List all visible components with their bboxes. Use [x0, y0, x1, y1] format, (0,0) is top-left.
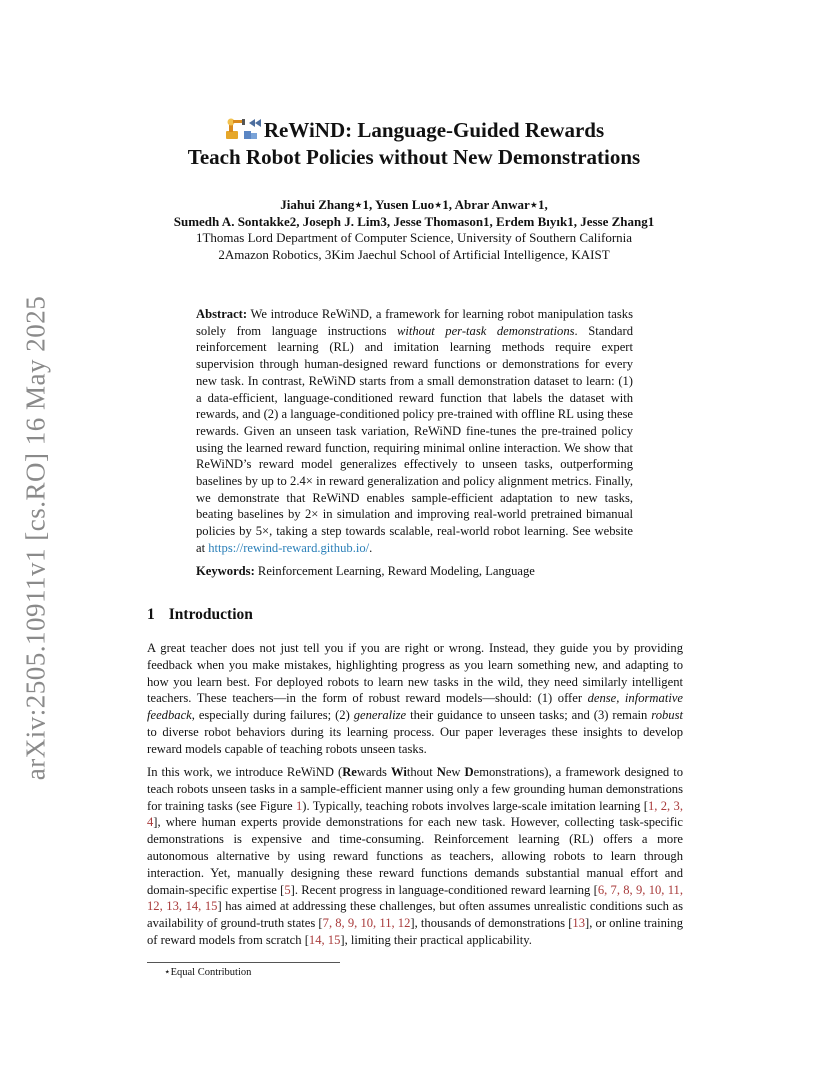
keywords: [196, 564, 633, 579]
affiliation-2: 2Amazon Robotics, 3Kim Jaechul School of Artificial Intelligence, KAIST: [218, 246, 610, 262]
p2-text-wards: wards: [356, 765, 391, 779]
citation-link[interactable]: 13: [572, 916, 586, 931]
p2-text-d: ], where human experts provide demonstrations for each new task. However, collecting task-specific demonstrations is expensive and time-consuming. Reinforcement learning (RL) offers a more autonomous alternative by using reward functions as teachers, allowing robots to learn through interaction. Yet, manually designing these reward functions demands substantial manual effort and domain-specific expertise [: [147, 815, 683, 897]
title-text-line-1: ReWiND: Language-Guided Rewards: [263, 118, 605, 142]
p2-text-ew: ew: [445, 765, 465, 779]
keywords-label: Keywords:: [196, 564, 255, 578]
citation-link[interactable]: 14, 15: [308, 932, 341, 947]
section-title: Introduction: [168, 606, 253, 623]
p2-acronym-d: D: [464, 765, 474, 779]
p2-text-c: ). Typically, teaching robots involves large-scale imitation learning [: [302, 798, 648, 813]
p2-acronym-re: Re: [342, 765, 357, 779]
p1-text-b: , especially during failures; (2): [191, 708, 354, 723]
affiliation-1: 1Thomas Lord Department of Computer Science, University of Southern California: [195, 230, 633, 245]
citation-link[interactable]: 1, 2, 3, 4: [147, 798, 683, 830]
p2-acronym-n: N: [436, 765, 446, 779]
arxiv-id-text: arXiv:2505.10911v1 [cs.RO] 16 May 2025: [20, 295, 51, 780]
abstract-text-1: We introduce ReWiND, a framework for learning robot manipulation tasks solely from language instructions: [196, 307, 633, 338]
website-link[interactable]: https://rewind-reward.github.io/: [208, 540, 370, 555]
section-number: 1: [147, 606, 155, 623]
footnote-equal-contribution: ⋆Equal Contribution: [164, 967, 252, 978]
arxiv-identifier-sidebar: [16, 295, 56, 780]
rewind-robot-logo-icon: [224, 117, 262, 141]
intro-paragraph-1: [147, 640, 683, 758]
authors-line-1: Jiahui Zhang⋆1, Yusen Luo⋆1, Abrar Anwar⋆1,: [280, 197, 548, 212]
abstract-label: Abstract:: [196, 307, 248, 321]
citation-link[interactable]: 6, 7, 8, 9, 10, 11, 12, 13, 14, 15: [147, 882, 683, 914]
p1-italic-b: generalize: [353, 708, 407, 723]
p1-italic-a: dense, informative feedback: [147, 691, 683, 723]
p2-text-f: ] has aimed at addressing these challenges, but often assumes unrealistic conditions such as availability of ground-truth states [: [147, 899, 684, 931]
title-text-line-2: Teach Robot Policies without New Demonstrations: [187, 145, 641, 169]
p2-text-h: ], or online training of reward models from scratch [: [147, 916, 683, 947]
abstract-text-3: .: [369, 540, 373, 555]
p2-text-b: ), a framework designed to teach robots unseen tasks in a sample-efficient manner using only a few grounding human demonstrations for training tasks (see Figure: [147, 765, 683, 813]
p1-text-d: to diverse robot behaviors during its learning process. Our paper leverages these insights to develop reward models capable of teaching robots unseen tasks.: [147, 724, 683, 756]
p2-text-thout: thout: [406, 765, 437, 779]
author-block: [0, 197, 828, 263]
p2-text-g: ], thousands of demonstrations [: [410, 916, 573, 931]
p2-text-e: ]. Recent progress in language-conditioned reward learning [: [290, 882, 598, 897]
abstract-italic: without per-task demonstrations: [396, 323, 575, 338]
paper-title: [0, 117, 828, 171]
p2-text-emos: emonstrations: [473, 765, 545, 779]
p1-italic-c: robust: [651, 708, 683, 723]
citation-link[interactable]: 7, 8, 9, 10, 11, 12: [322, 916, 411, 931]
intro-paragraph-2: [147, 764, 683, 949]
footnote-rule: [147, 962, 340, 963]
p2-text-i: ], limiting their practical applicability.: [340, 932, 532, 947]
figure-ref-link[interactable]: 1: [295, 798, 303, 813]
p1-text-c: their guidance to unseen tasks; and (3) remain: [406, 708, 652, 723]
abstract-text-2: . Standard reinforcement learning (RL) and imitation learning methods require expert supervision through human-designed reward functions or demonstrations for every new task. In contrast, ReWiND starts from a small demonstration dataset to learn: (1) a data-efficient, language-conditioned reward function that labels the dataset with rewards, and (2) a language-conditioned policy pre-trained with offline RL using these rewards. Given an unseen task variation, ReWiND fine-tunes the pre-trained policy using the learned reward function, requiring minimal online interaction. We show that ReWiND’s reward model generalizes effectively to unseen tasks, outperforming baselines by up to 2.4× in reward generalization and policy alignment metrics. Finally, we demonstrate that ReWiND enables sample-efficient adaptation to new tasks, beating baselines by 2× in simulation and improving real-world pretrained bimanual policies by 5×, taking a step towards scalable, real-world robot learning. See website at: [196, 323, 633, 555]
title-line-1: [0, 117, 828, 144]
p1-text-a: A great teacher does not just tell you if you are right or wrong. Instead, they guide you by providing feedback when you make mistakes, highlighting progress as you learn something new, and adapting to how you learn best. For deployed robots to learn new tasks in the wild, they need similarly intelligent teachers. These teachers—in the form of robust reward models—should: (1) offer: [147, 641, 683, 706]
p2-text-a: In this work, we introduce ReWiND (: [147, 765, 343, 779]
authors-line-2: Sumedh A. Sontakke2, Joseph J. Lim3, Jesse Thomason1, Erdem Bıyık1, Jesse Zhang1: [173, 213, 655, 229]
abstract: [196, 306, 633, 557]
citation-link[interactable]: 5: [284, 882, 291, 897]
section-heading-introduction: [147, 606, 253, 624]
p2-acronym-wi: Wi: [390, 765, 407, 779]
keywords-text: Reinforcement Learning, Reward Modeling, Language: [254, 564, 535, 578]
